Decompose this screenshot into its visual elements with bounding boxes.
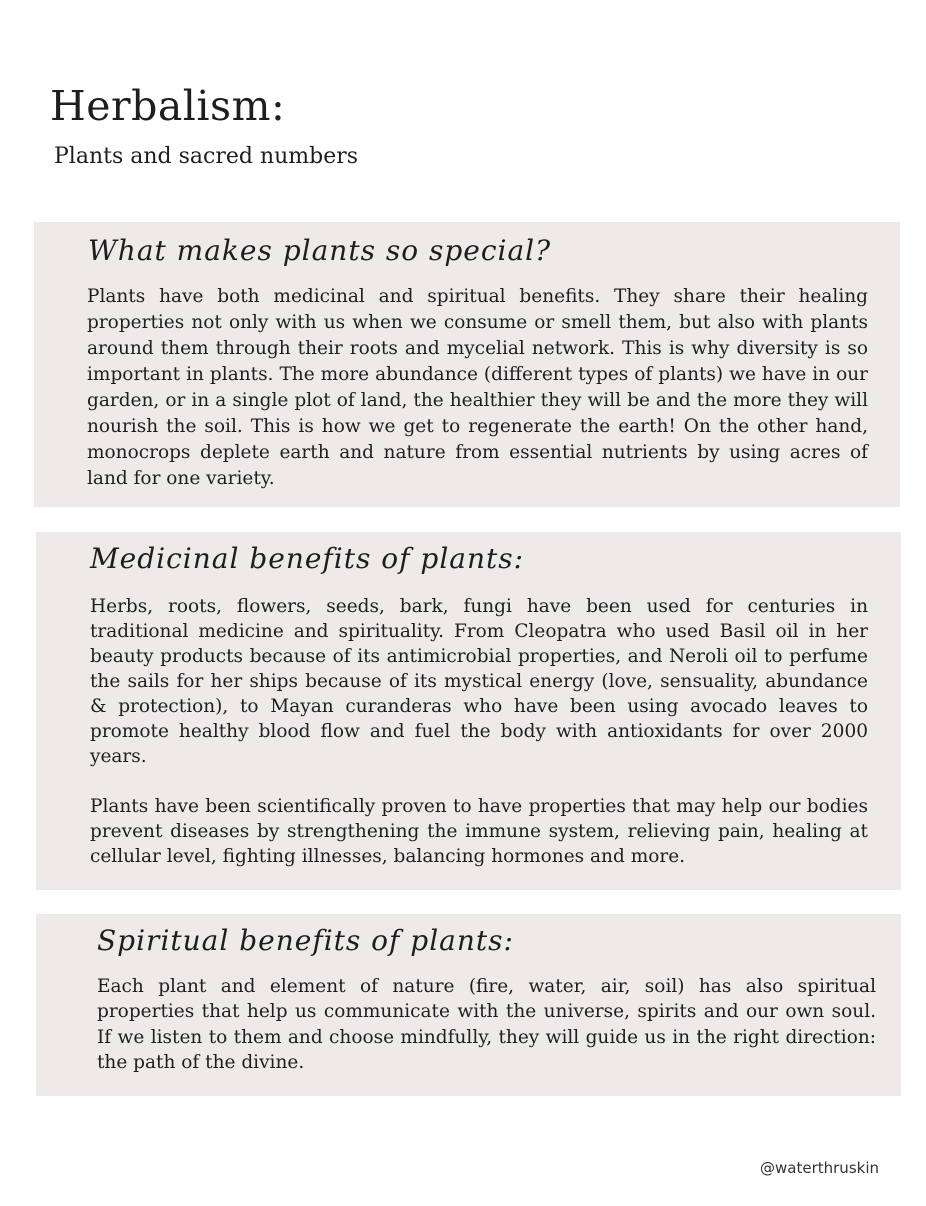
section-paragraph: Each plant and element of nature (fire, water, air, soil) has also spiritual properties that help us communicate with the universe, spirits and our own soul. If we listen to them and choose mindfully, they will guide us in the right direction: the path of the divine. bbox=[97, 975, 876, 1074]
section-heading: What makes plants so special? bbox=[88, 234, 552, 267]
footer-handle: @waterthruskin bbox=[760, 1159, 879, 1177]
page-title: Herbalism: bbox=[50, 82, 286, 130]
section-what-makes-plants-special bbox=[34, 222, 900, 507]
section-heading: Spiritual benefits of plants: bbox=[97, 924, 514, 957]
section-paragraph: Herbs, roots, flowers, seeds, bark, fungi have been used for centuries in traditional medicine and spirituality. From Cleopatra who used Basil oil in her beauty products because of its antimicrobial properties, and Neroli oil to perfume the sails for her ships because of its mystical energy (love, sensuality, abundance & protection), to Mayan curanderas who have been using avocado leaves to promote healthy blood flow and fuel the body with antioxidants for over 2000 years. bbox=[90, 595, 868, 767]
section-paragraph: Plants have been scientifically proven to have properties that may help our bodies prevent diseases by strengthening the immune system, relieving pain, healing at cellular level, fighting illnesses, balancing hormones and more. bbox=[90, 795, 868, 867]
section-heading: Medicinal benefits of plants: bbox=[90, 542, 525, 575]
section-medicinal-benefits bbox=[36, 532, 901, 890]
page-subtitle: Plants and sacred numbers bbox=[54, 144, 359, 169]
section-paragraph: Plants have both medicinal and spiritual benefits. They share their healing properties not only with us when we consume or smell them, but also with plants around them through their roots and mycelial network. This is why diversity is so important in plants. The more abundance (different types of plants) we have in our garden, or in a single plot of land, the healthier they will be and the more they will nourish the soil. This is how we get to regenerate the earth! On the other hand, monocrops deplete earth and nature from essential nutrients by using acres of land for one variety. bbox=[87, 285, 868, 489]
section-spiritual-benefits bbox=[36, 914, 901, 1096]
